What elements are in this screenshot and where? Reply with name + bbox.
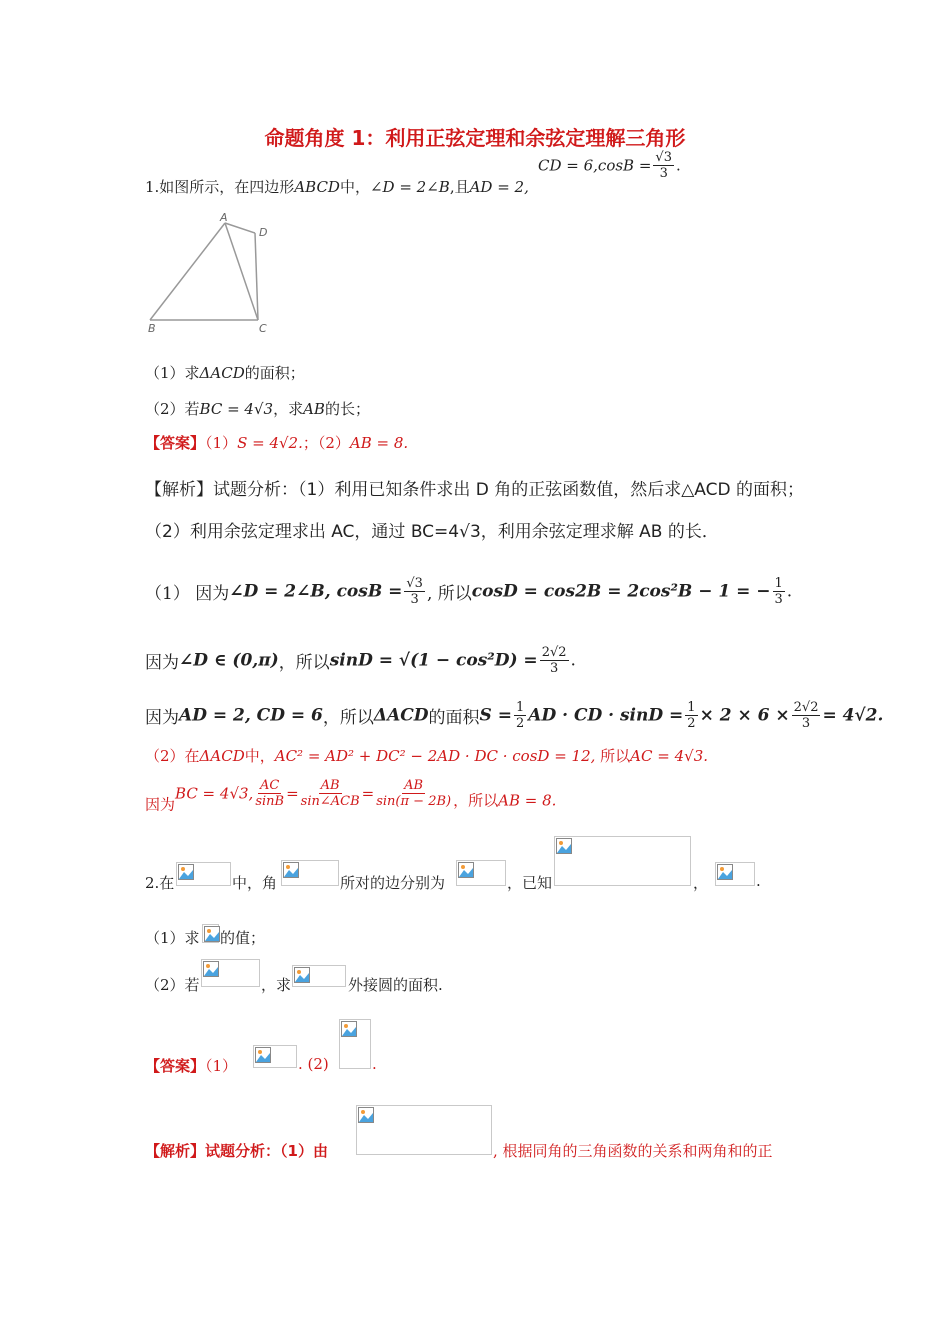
analysis-line1: 【解析】试题分析：（1）利用已知条件求出 D 角的正弦函数值，然后求△ACD 的面积；	[145, 480, 804, 500]
sol3-frac2	[685, 700, 697, 731]
q2-prefix: （2）若	[145, 400, 200, 418]
problem1-answer	[145, 432, 408, 453]
problem1-q2	[145, 398, 370, 419]
p2-answer-label: 【答案】	[145, 1057, 206, 1075]
sol2-frac	[540, 645, 569, 676]
solution-line2	[145, 645, 576, 676]
sol2-mid: ，所以	[278, 653, 330, 673]
p2-text-c: 所对的边分别为	[340, 874, 446, 892]
edge-dc	[255, 233, 258, 320]
broken-image	[281, 860, 339, 886]
sol2-math2: sinD = √(1 − cos²D) =	[329, 650, 538, 671]
stem-abcd: ABCD	[294, 178, 340, 196]
sol5-math: BC = 4√3,	[175, 784, 254, 803]
sol4-math: ΔACD	[199, 747, 245, 765]
sol2-frac-den: 3	[549, 661, 559, 676]
q2-mid: ，求	[273, 400, 304, 418]
sol5-f2-den: sin∠ACB	[300, 794, 360, 809]
broken-image	[176, 862, 231, 886]
sol3-frac3	[792, 700, 821, 731]
sol1-frac2	[773, 576, 785, 607]
sol4-prefix: （2）在	[145, 747, 200, 765]
broken-image-icon	[283, 862, 299, 878]
edge-ab	[150, 223, 225, 320]
sol3-math3: S =	[479, 705, 512, 726]
sol5-f3-num: AB	[404, 778, 424, 793]
quadrilateral-diagram	[145, 208, 280, 338]
sol5-f1-num: AC	[260, 778, 280, 793]
broken-image-icon	[341, 1021, 357, 1037]
sol1-prefix: （1） 因为	[145, 584, 230, 604]
sol3-mid: ，所以	[322, 708, 374, 728]
solution-line3	[145, 700, 883, 731]
sol5-math2: AB = 8.	[498, 791, 557, 810]
sol5-eq1: =	[286, 784, 299, 803]
broken-image-icon	[358, 1107, 374, 1123]
broken-image-icon	[294, 967, 310, 983]
sol2-frac-num: 2√2	[541, 645, 567, 660]
p2-text-e: ，	[693, 874, 709, 892]
broken-image-icon	[203, 961, 219, 977]
sol3-frac-num: 1	[515, 700, 525, 715]
sol3-math2: ΔACD	[373, 705, 429, 726]
sol4-math2: AC² = AD² + DC² − 2AD · DC · cosD = 12,	[274, 747, 596, 765]
p2-q2-mid: ，求	[261, 976, 292, 994]
q2-ab: AB	[303, 400, 325, 418]
sol4-math3: AC = 4√3.	[630, 747, 708, 765]
sol3-frac2-den: 2	[687, 716, 696, 731]
p2-analysis-a	[145, 1140, 328, 1161]
sol1-frac2-den: 3	[774, 592, 783, 607]
broken-image	[356, 1105, 492, 1155]
broken-image-icon	[178, 864, 194, 880]
sol3-frac3-num: 2√2	[793, 700, 819, 715]
broken-image	[339, 1019, 371, 1069]
stem-angle: ∠D = 2∠B	[369, 178, 450, 196]
broken-image	[202, 924, 219, 943]
problem1-q1	[145, 362, 305, 383]
sol2-end: .	[570, 650, 576, 671]
broken-image-icon	[717, 864, 733, 880]
analysis-line2: （2）利用余弦定理求出 AC，通过 BC=4√3，利用余弦定理求解 AB 的长．	[145, 522, 719, 542]
p2-analysis-b: , 根据同角的三角函数的关系和两角和的正	[493, 1142, 773, 1160]
p2-answer	[145, 1055, 237, 1076]
q1-prefix: （1）求	[145, 364, 200, 382]
p2-text-b: 中，角	[232, 874, 278, 892]
stem-mid: 中，	[339, 178, 370, 196]
sol1-frac-num: √3	[406, 576, 423, 591]
solution-line5	[145, 778, 556, 815]
p2-q1-prefix: （1）求	[145, 929, 200, 947]
sol3-prefix: 因为	[145, 708, 179, 728]
answer-1-math: S = 4√2.	[237, 434, 303, 452]
sol2-math: ∠D ∈ (0,π)	[179, 650, 279, 671]
sol1-frac-den: 3	[410, 592, 419, 607]
stem-ad: AD = 2,	[469, 178, 529, 196]
sol5-eq2: =	[361, 784, 375, 803]
q2-suffix: 的长；	[324, 400, 370, 418]
solution-line4	[145, 745, 708, 766]
broken-image-icon	[255, 1047, 271, 1063]
problem1-stem-cos	[538, 150, 681, 181]
broken-image	[554, 836, 691, 886]
sol5-frac1	[255, 778, 284, 809]
p2-answer-1: （1）	[205, 1057, 238, 1075]
sol4-mid2: 所以	[595, 747, 631, 765]
stem-prefix: 1.如图所示，在四边形	[145, 178, 295, 196]
p2-answer-end: .	[372, 1055, 377, 1073]
sol1-math: ∠D = 2∠B, cosB =	[229, 581, 403, 602]
answer-sep: ；（2）	[302, 434, 350, 452]
cos-fraction	[653, 150, 674, 181]
cos-num: √3	[655, 150, 672, 165]
sol1-frac	[404, 576, 425, 607]
q1-math: ΔACD	[199, 364, 245, 382]
page-title: 命题角度 1：利用正弦定理和余弦定理解三角形	[264, 126, 686, 150]
sol3-end: = 4√2.	[822, 705, 884, 726]
problem1-stem	[145, 176, 529, 197]
answer-1: （1）	[205, 434, 238, 452]
sol3-frac	[514, 700, 526, 731]
stem-and: ,且	[449, 178, 470, 196]
sol5-prefix: 因为	[145, 795, 176, 814]
sol4-mid: 中，	[244, 747, 275, 765]
sol3-math: AD = 2, CD = 6	[179, 705, 323, 726]
broken-image	[201, 959, 260, 987]
sol5-f2-num: AB	[320, 778, 340, 793]
q1-suffix: 的面积；	[244, 364, 305, 382]
sol5-mid: ，所以	[453, 791, 499, 810]
solution-line1	[145, 576, 792, 607]
broken-image	[292, 965, 346, 987]
sol5-frac2	[301, 778, 360, 809]
label-c: C	[259, 322, 267, 335]
broken-image-icon	[204, 926, 220, 942]
broken-image	[715, 862, 755, 886]
p2-q2-suffix: 外接圆的面积.	[348, 976, 443, 994]
broken-image-icon	[458, 862, 474, 878]
sol3-mid2: 的面积	[428, 708, 480, 728]
sol2-prefix: 因为	[145, 653, 179, 673]
edge-ac	[225, 223, 258, 320]
stem-cdcos: CD = 6,cosB =	[538, 156, 652, 175]
sol5-frac3	[376, 778, 451, 809]
sol3-frac2-num: 1	[687, 700, 696, 715]
sol1-math2: cosD = cos2B = 2cos²B − 1 = −	[471, 581, 771, 602]
broken-image-icon	[556, 838, 572, 854]
sol3-math4: AD · CD · sinD =	[528, 705, 684, 726]
answer-2-math: AB = 8.	[349, 434, 409, 452]
label-d: D	[259, 226, 268, 239]
broken-image	[456, 860, 506, 886]
sol5-f1-den: sinB	[255, 794, 285, 809]
sol1-end: .	[786, 581, 793, 602]
p2-q1-suffix: 的值；	[220, 929, 266, 947]
stem-end: .	[675, 156, 681, 175]
sol1-frac2-num: 1	[774, 576, 783, 591]
edge-ad	[225, 223, 255, 233]
sol3-frac-den: 2	[515, 716, 525, 731]
p2-text-a: 2.在	[145, 874, 175, 892]
broken-image	[253, 1045, 297, 1068]
label-b: B	[148, 322, 156, 335]
sol5-f3-den: sin(π − 2B)	[376, 794, 452, 809]
sol3-frac3-den: 3	[801, 716, 811, 731]
cos-den: 3	[659, 166, 668, 181]
p2-q2-prefix: （2）若	[145, 976, 200, 994]
q2-math: BC = 4√3	[199, 400, 274, 418]
label-a: A	[220, 211, 228, 224]
p2-analysis-text-a: 【解析】试题分析：（1）由	[145, 1142, 328, 1160]
p2-text-d: ，已知	[507, 874, 553, 892]
sol3-math5: × 2 × 6 ×	[699, 705, 790, 726]
sol1-mid: , 所以	[426, 584, 472, 604]
answer-label: 【答案】	[145, 434, 206, 452]
p2-answer-2: . (2)	[298, 1055, 329, 1073]
p2-text-f: .	[756, 872, 761, 890]
